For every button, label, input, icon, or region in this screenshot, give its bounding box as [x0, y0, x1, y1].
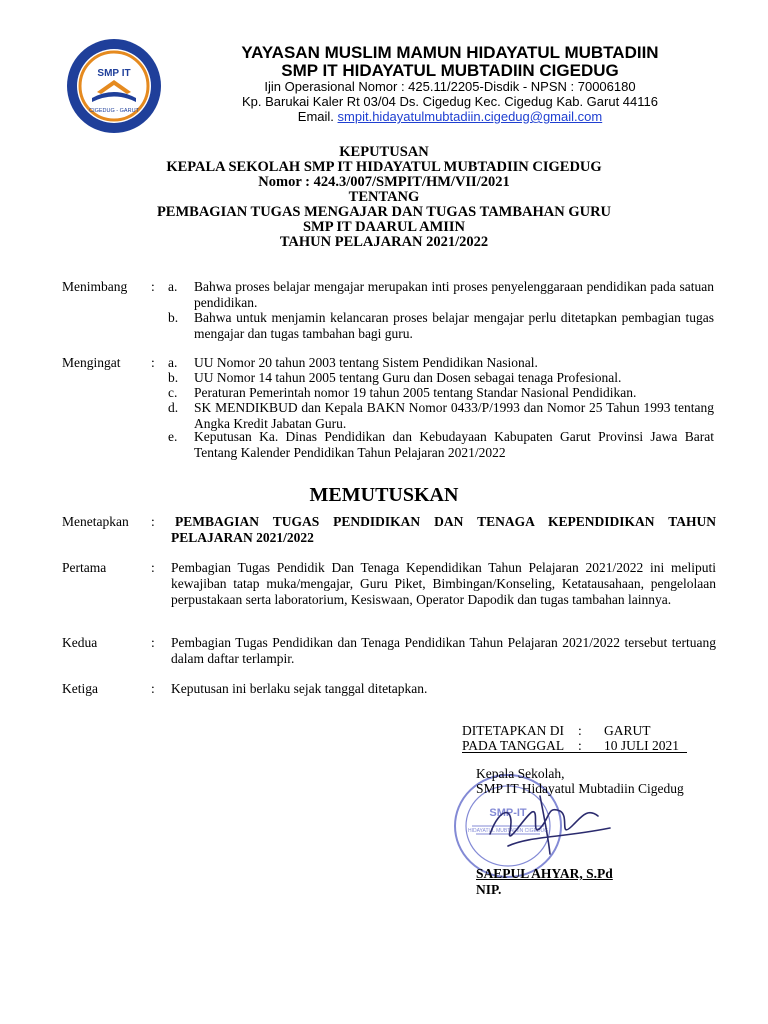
pertama-text: Pembagian Tugas Pendidik Dan Tenaga Kependidikan Tahun Pelajaran 2021/2022 ini meliputi kewajiban tatap muka/mengajar, Guru Piket, Bimbingan/Konseling, Ketatausahaan, pengelolaan perpustakaan serta laboratorium, Kesiswaan, Operator Dapodik dan tugas tambahan lainnya. — [171, 560, 716, 607]
email-label: Email. — [297, 109, 334, 124]
menetapkan-label: Menetapkan — [62, 514, 129, 529]
doc-title-issuer: KEPALA SEKOLAH SMP IT HIDAYATUL MUBTADIIN CIGEDUG — [166, 159, 602, 175]
logo-bottom-text: CIGEDUG - GARUT — [89, 108, 139, 114]
stamp-center-text: SMP-IT — [489, 807, 527, 819]
ketiga-label: Ketiga — [62, 681, 98, 696]
list-item-letter: e. — [168, 429, 178, 444]
doc-number: Nomor : 424.3/007/SMPIT/HM/VII/2021 — [258, 174, 510, 190]
foundation-name: YAYASAN MUSLIM MAMUN HIDAYATUL MUBTADIIN — [241, 43, 659, 62]
list-item-text: UU Nomor 14 tahun 2005 tentang Guru dan Dosen sebagai tenaga Profesional. — [194, 370, 622, 385]
pertama-colon: : — [151, 560, 155, 575]
tanggal-underline — [462, 752, 687, 753]
address-line: Kp. Barukai Kaler Rt 03/04 Ds. Cigedug Kec. Cigedug Kab. Garut 44116 — [241, 94, 658, 109]
tanggal-value: 10 JULI 2021 — [604, 738, 679, 753]
pertama-label: Pertama — [62, 560, 107, 575]
email-link[interactable]: smpit.hidayatulmubtadiin.cigedug@gmail.com — [337, 109, 603, 124]
doc-title-subject: PEMBAGIAN TUGAS MENGAJAR DAN TUGAS TAMBAHAN GURU — [156, 204, 612, 220]
menimbang-colon: : — [151, 279, 155, 294]
school-name: SMP IT HIDAYATUL MUBTADIIN CIGEDUG — [281, 61, 619, 80]
list-item-letter: b. — [168, 370, 179, 385]
mengingat-label: Mengingat — [62, 355, 121, 370]
doc-title-school: SMP IT DAARUL AMIIN — [302, 219, 466, 235]
email-line — [170, 110, 730, 123]
list-item-letter: b. — [168, 310, 179, 325]
signatory-name: SAEPUL AHYAR, S.Pd — [476, 866, 613, 881]
memutuskan-heading: MEMUTUSKAN — [309, 484, 459, 506]
ditetapkan-value: GARUT — [604, 723, 651, 738]
mengingat-colon: : — [151, 355, 155, 370]
list-item-letter: d. — [168, 400, 179, 415]
ketiga-colon: : — [151, 681, 155, 696]
ketiga-text: Keputusan ini berlaku sejak tanggal ditetapkan. — [171, 681, 428, 696]
doc-title-tentang: TENTANG — [348, 189, 420, 205]
ditetapkan-label: DITETAPKAN DI — [462, 723, 565, 738]
signatory-nip: NIP. — [476, 882, 502, 897]
kedua-text: Pembagian Tugas Pendidikan dan Tenaga Pendidikan Tahun Pelajaran 2021/2022 tersebut tertuang dalam daftar terlampir. — [171, 635, 716, 666]
list-item-letter: c. — [168, 385, 178, 400]
svg-text:HIDAYATUL MUBTADIIN CIGEDUG: HIDAYATUL MUBTADIIN CIGEDUG — [467, 828, 549, 834]
list-item-text: Keputusan Ka. Dinas Pendidikan dan Kebudayaan Kabupaten Garut Provinsi Jawa Barat Tentang Kalender Pendidikan Tahun Pelajaran 2021/2022 — [194, 429, 714, 460]
list-item-text: UU Nomor 20 tahun 2003 tentang Sistem Pendidikan Nasional. — [194, 355, 538, 370]
school-emblem-icon — [64, 36, 164, 136]
tanggal-colon: : — [578, 738, 582, 753]
list-item-text: SK MENDIKBUD dan Kepala BAKN Nomor 0433/P/1993 dan Nomor 25 Tahun 1993 tentang Angka Kredit Jabatan Guru. — [194, 400, 714, 431]
menetapkan-colon: : — [151, 514, 155, 529]
handwritten-signature-icon — [467, 786, 630, 866]
menetapkan-text: PEMBAGIAN TUGAS PENDIDIKAN DAN TENAGA KEPENDIDIKAN TAHUN PELAJARAN 2021/2022 — [171, 514, 716, 545]
ditetapkan-colon: : — [578, 723, 582, 738]
list-item-letter: a. — [168, 279, 178, 294]
permit-line: Ijin Operasional Nomor : 425.11/2205-Disdik - NPSN : 70006180 — [264, 79, 636, 94]
list-item-text: Bahwa proses belajar mengajar merupakan inti proses penyelenggaraan pendidikan pada satuan pendidikan. — [194, 279, 714, 310]
list-item-text: Bahwa untuk menjamin kelancaran proses belajar mengajar perlu ditetapkan pembagian tugas mengajar dan tugas tambahan bagi guru. — [194, 310, 714, 341]
doc-title-keputusan: KEPUTUSAN — [339, 144, 429, 160]
doc-title-year: TAHUN PELAJARAN 2021/2022 — [279, 234, 489, 250]
signatory-school: SMP IT Hidayatul Mubtadiin Cigedug — [476, 781, 684, 796]
logo-center-text: SMP IT — [97, 68, 131, 79]
signatory-role: Kepala Sekolah, — [476, 766, 565, 781]
kedua-label: Kedua — [62, 635, 98, 650]
kedua-colon: : — [151, 635, 155, 650]
list-item-letter: a. — [168, 355, 178, 370]
menimbang-label: Menimbang — [62, 279, 128, 294]
list-item-text: Peraturan Pemerintah nomor 19 tahun 2005 tentang Standar Nasional Pendidikan. — [194, 385, 637, 400]
tanggal-label: PADA TANGGAL — [462, 738, 565, 753]
